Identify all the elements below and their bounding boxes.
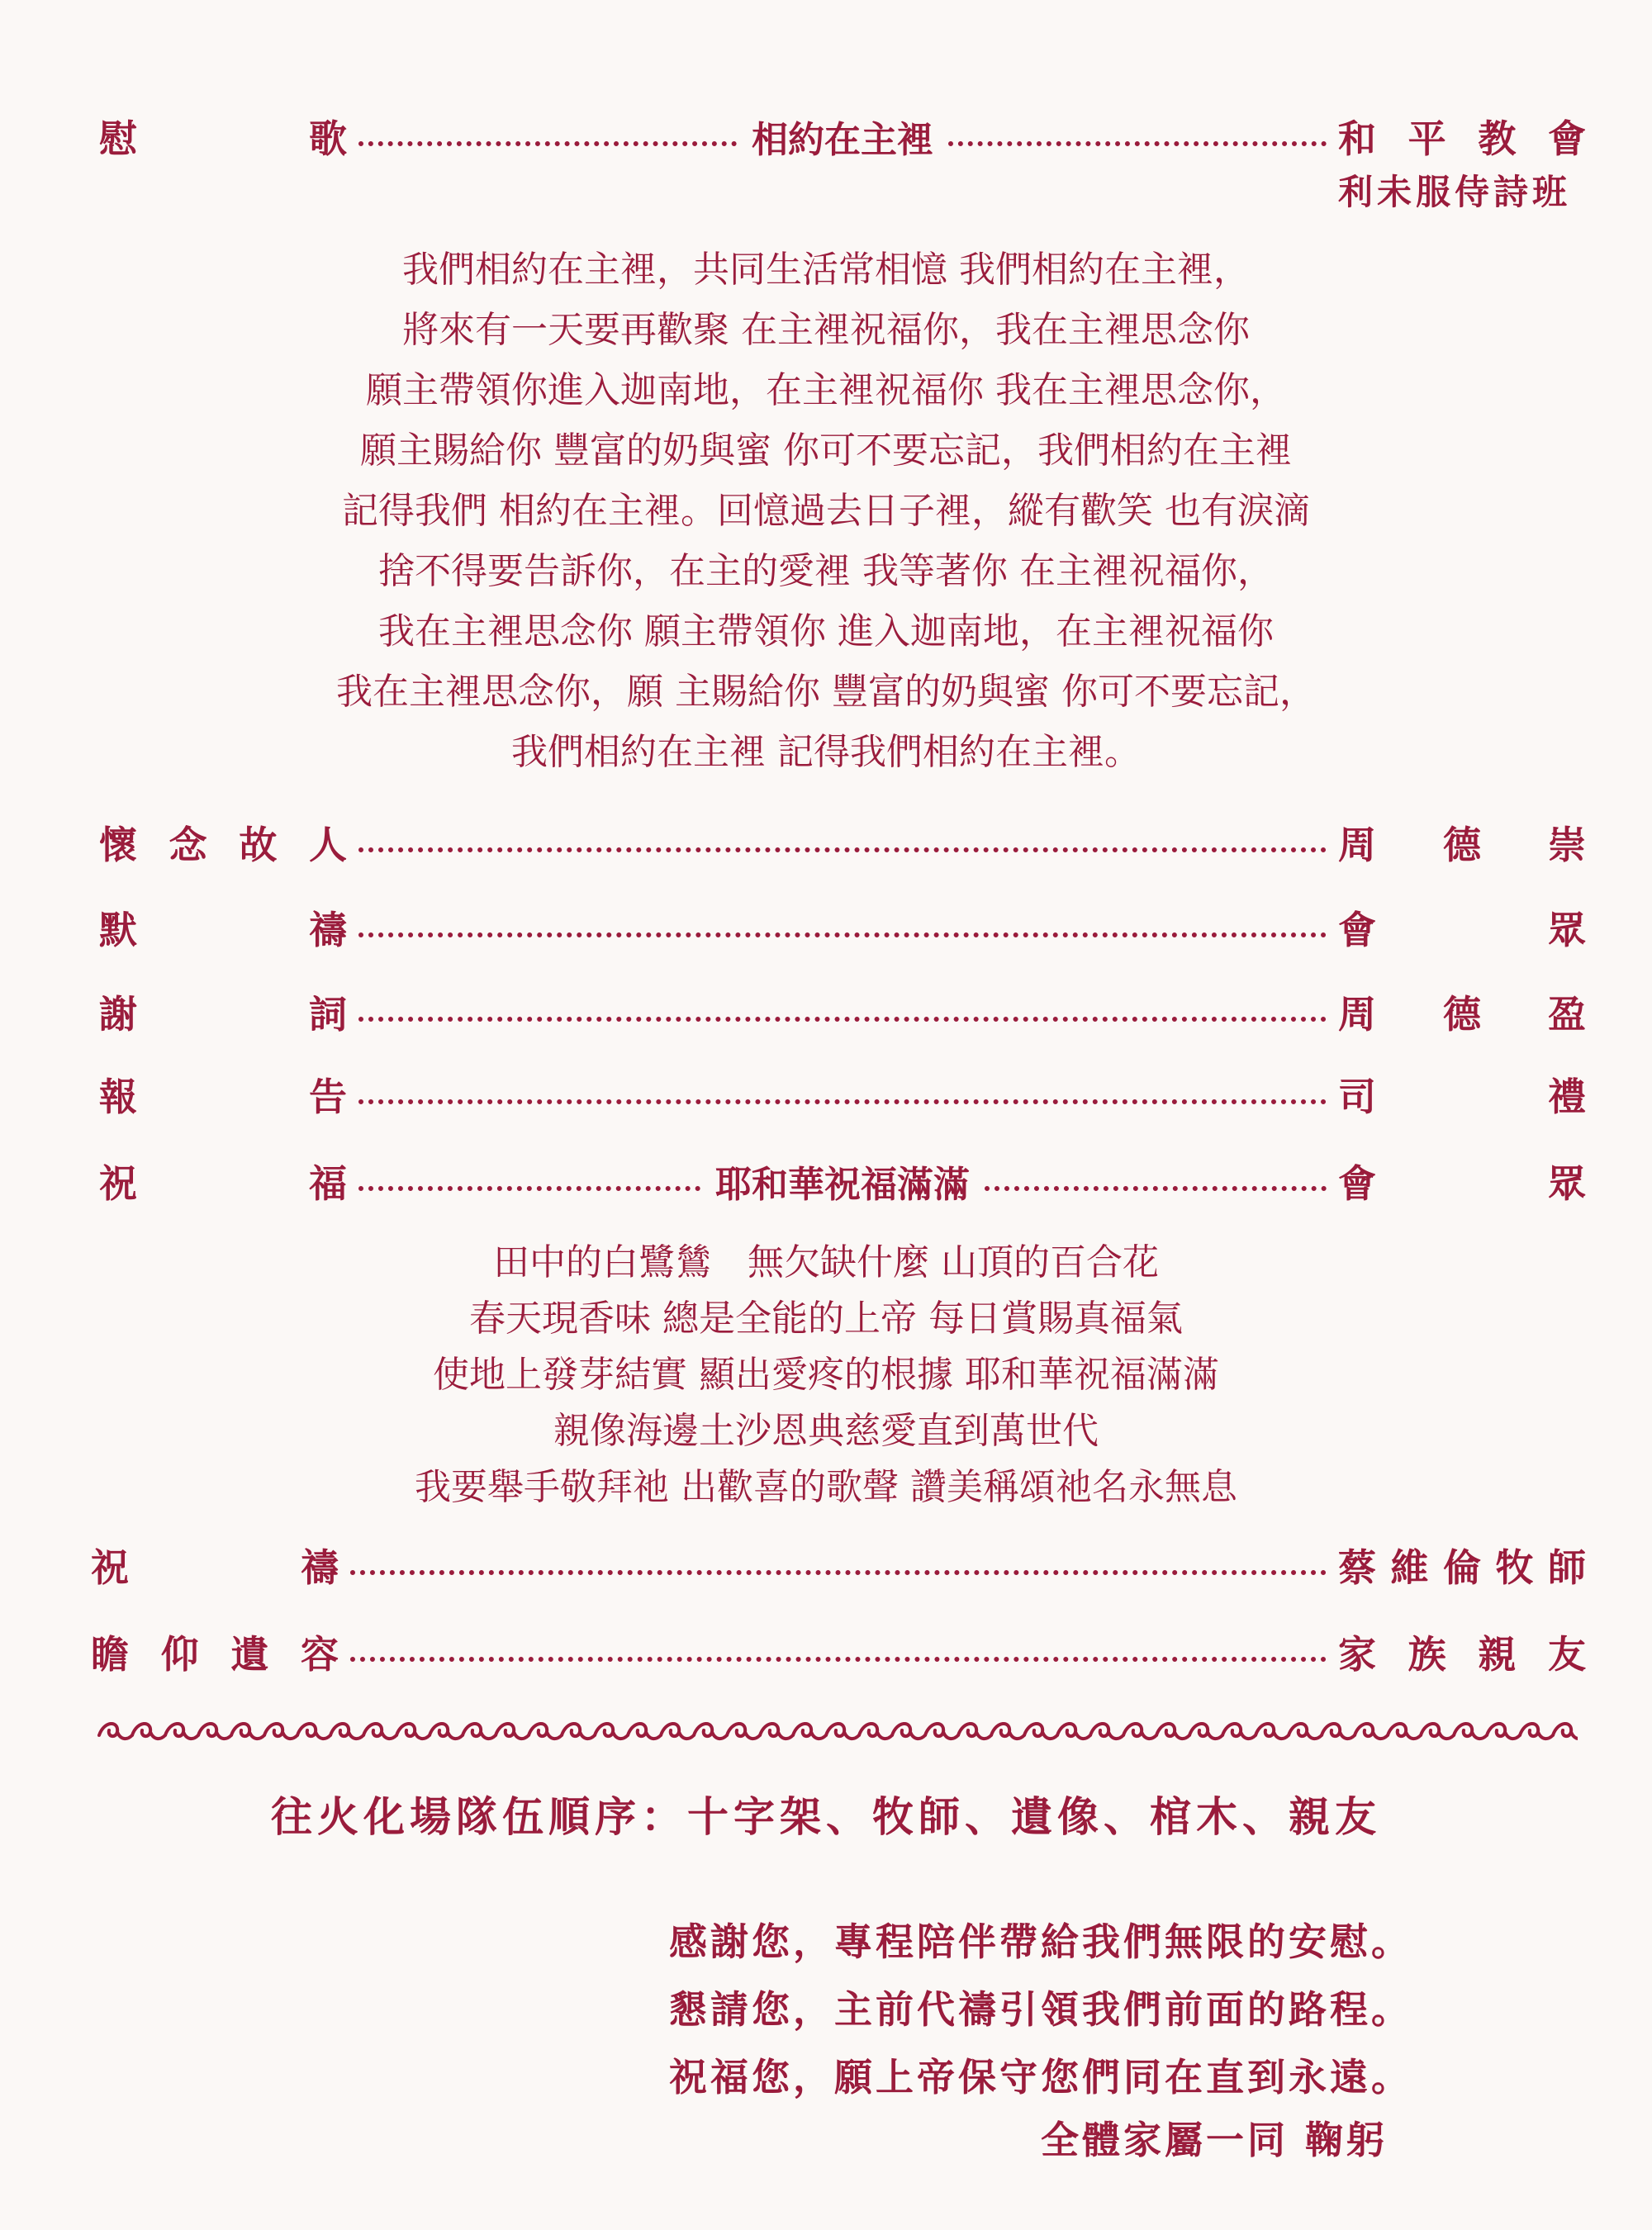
scroll-motif: [496, 1724, 529, 1739]
song-title: 相約在主裡: [752, 119, 933, 161]
scroll-motif: [595, 1724, 628, 1739]
lyric-line: 田中的白鷺鷥 無欠缺什麼 山頂的百合花: [493, 1241, 1159, 1283]
scroll-motif: [330, 1724, 363, 1739]
choir-name: 利未服侍詩班: [1338, 172, 1572, 212]
scroll-motif: [694, 1724, 727, 1739]
row-label: 懷 念 故 人: [99, 823, 347, 867]
dotted-leader: [358, 847, 1327, 852]
scroll-motif: [529, 1724, 562, 1739]
row-label: 祝 福: [99, 1161, 347, 1206]
scroll-motif: [1289, 1724, 1322, 1739]
scroll-motif: [1189, 1724, 1222, 1739]
scroll-motif: [991, 1724, 1024, 1739]
scroll-motif: [1487, 1724, 1520, 1739]
blessing-lyrics: [0, 1235, 1652, 1516]
lyric-line: 親像海邊土沙恩典慈愛直到萬世代: [553, 1410, 1099, 1452]
row-label: 報 告: [99, 1075, 347, 1119]
row-label: 祝 禱: [91, 1545, 339, 1590]
lyric-line: 願主賜給你 豐富的奶與蜜 你可不要忘記，我們相約在主裡: [360, 429, 1292, 472]
scroll-motif: [231, 1724, 264, 1739]
program-row-remembrance: [99, 814, 1586, 871]
program-row-blessing: [99, 1152, 1586, 1210]
dotted-leader: [350, 1570, 1327, 1575]
scroll-motif: [1222, 1724, 1256, 1739]
dotted-leader: [358, 1099, 1327, 1104]
dotted-leader: [358, 1017, 1327, 1022]
program-row-thanks-speech: [99, 983, 1586, 1041]
scroll-motif: [1454, 1724, 1487, 1739]
row-performer: 和 平 教 會: [1338, 116, 1586, 161]
row-performer: 會 眾: [1338, 1161, 1586, 1206]
lyric-line: 捨不得要告訴你，在主的愛裡 我等著你 在主裡祝福你，: [378, 550, 1274, 592]
thanks-message: [669, 1908, 1412, 2111]
thanks-line: 感謝您，專程陪伴帶給我們無限的安慰。: [669, 1919, 1412, 1964]
family-signature: 全體家屬一同 鞠躬: [1041, 2118, 1389, 2162]
lyric-line: 我在主裡思念你，願 主賜給你 豐富的奶與蜜 你可不要忘記，: [336, 671, 1316, 713]
scroll-motif: [892, 1724, 925, 1739]
program-row-benediction: [91, 1536, 1586, 1594]
row-label: 慰 歌: [99, 116, 347, 161]
scroll-motif: [958, 1724, 991, 1739]
scroll-motif: [1520, 1724, 1553, 1739]
scroll-motif: [1057, 1724, 1090, 1739]
song-lyrics: [0, 240, 1652, 782]
scroll-motif: [727, 1724, 760, 1739]
lyric-line: 我要舉手敬拜祂 出歡喜的歌聲 讚美稱頌祂名永無息: [415, 1466, 1237, 1508]
scroll-motif: [1322, 1724, 1355, 1739]
dotted-leader: [350, 1657, 1327, 1662]
song-title: 耶和華祝福滿滿: [715, 1164, 970, 1206]
dotted-leader: [358, 1186, 700, 1191]
scroll-motif: [165, 1724, 198, 1739]
scroll-motif: [760, 1724, 793, 1739]
lyric-line: 春天現香味 總是全能的上帝 每日賞賜真福氣: [469, 1298, 1183, 1340]
row-performer: 會 眾: [1338, 908, 1586, 952]
scroll-motif: [363, 1724, 396, 1739]
scroll-motif: [1388, 1724, 1421, 1739]
program-row-silent-prayer: [99, 899, 1586, 956]
row-performer: 蔡 維 倫 牧 師: [1338, 1545, 1586, 1590]
scroll-motif: [1421, 1724, 1454, 1739]
row-performer: 周 德 盈: [1338, 992, 1586, 1037]
dotted-leader: [948, 141, 1327, 146]
scroll-motif: [628, 1724, 661, 1739]
scroll-motif: [297, 1724, 330, 1739]
row-label: 瞻 仰 遺 容: [91, 1632, 339, 1677]
scroll-motif: [1024, 1724, 1057, 1739]
lyric-line: 記得我們 相約在主裡。回憶過去日子裡，縱有歡笑 也有淚滴: [342, 490, 1310, 532]
scroll-motif: [264, 1724, 297, 1739]
program-row-announcement: [99, 1065, 1586, 1123]
scroll-motif: [430, 1724, 463, 1739]
dotted-leader: [358, 141, 737, 146]
scroll-motif: [396, 1724, 430, 1739]
scroll-motif: [1090, 1724, 1123, 1739]
scroll-motif: [132, 1724, 165, 1739]
lyric-line: 將來有一天要再歡聚 在主裡祝福你，我在主裡思念你: [402, 309, 1250, 351]
dotted-leader: [358, 932, 1327, 937]
scroll-motif: [859, 1724, 892, 1739]
lyric-line: 我們相約在主裡 記得我們相約在主裡。: [511, 731, 1141, 773]
lyric-line: 我在主裡思念你 願主帶領你 進入迦南地，在主裡祝福你: [378, 610, 1274, 652]
lyric-line: 使地上發芽結實 顯出愛疼的根據 耶和華祝福滿滿: [433, 1354, 1219, 1396]
row-performer: 周 德 崇: [1338, 823, 1586, 867]
scroll-ornament-divider: [91, 1714, 1578, 1747]
scroll-motif: [463, 1724, 496, 1739]
program-row-song: [99, 107, 1586, 165]
thanks-line: 祝福您，願上帝保守您們同在直到永遠。: [669, 2055, 1412, 2100]
scroll-motif: [793, 1724, 826, 1739]
scroll-motif: [1123, 1724, 1156, 1739]
dotted-leader: [985, 1186, 1327, 1191]
scroll-motif: [661, 1724, 694, 1739]
program-row-viewing: [91, 1623, 1586, 1681]
scroll-motif: [99, 1724, 132, 1739]
scroll-motif: [826, 1724, 859, 1739]
scroll-motif: [1553, 1724, 1578, 1739]
scroll-motif: [1355, 1724, 1388, 1739]
scroll-motif: [925, 1724, 958, 1739]
scroll-motif: [1156, 1724, 1189, 1739]
thanks-line: 懇請您，主前代禱引領我們前面的路程。: [669, 1987, 1412, 2032]
scroll-motif: [562, 1724, 595, 1739]
row-performer: 司 禮: [1338, 1075, 1586, 1119]
row-label: 默 禱: [99, 908, 347, 952]
row-performer: 家 族 親 友: [1338, 1632, 1586, 1677]
row-label: 謝 詞: [99, 992, 347, 1037]
scroll-motif: [198, 1724, 231, 1739]
procession-order: 往火化場隊伍順序：十字架、牧師、遺像、棺木、親友: [271, 1792, 1381, 1841]
lyric-line: 願主帶領你進入迦南地，在主裡祝福你 我在主裡思念你，: [366, 369, 1286, 411]
scroll-motif: [1256, 1724, 1289, 1739]
lyric-line: 我們相約在主裡，共同生活常相憶 我們相約在主裡，: [402, 249, 1250, 291]
